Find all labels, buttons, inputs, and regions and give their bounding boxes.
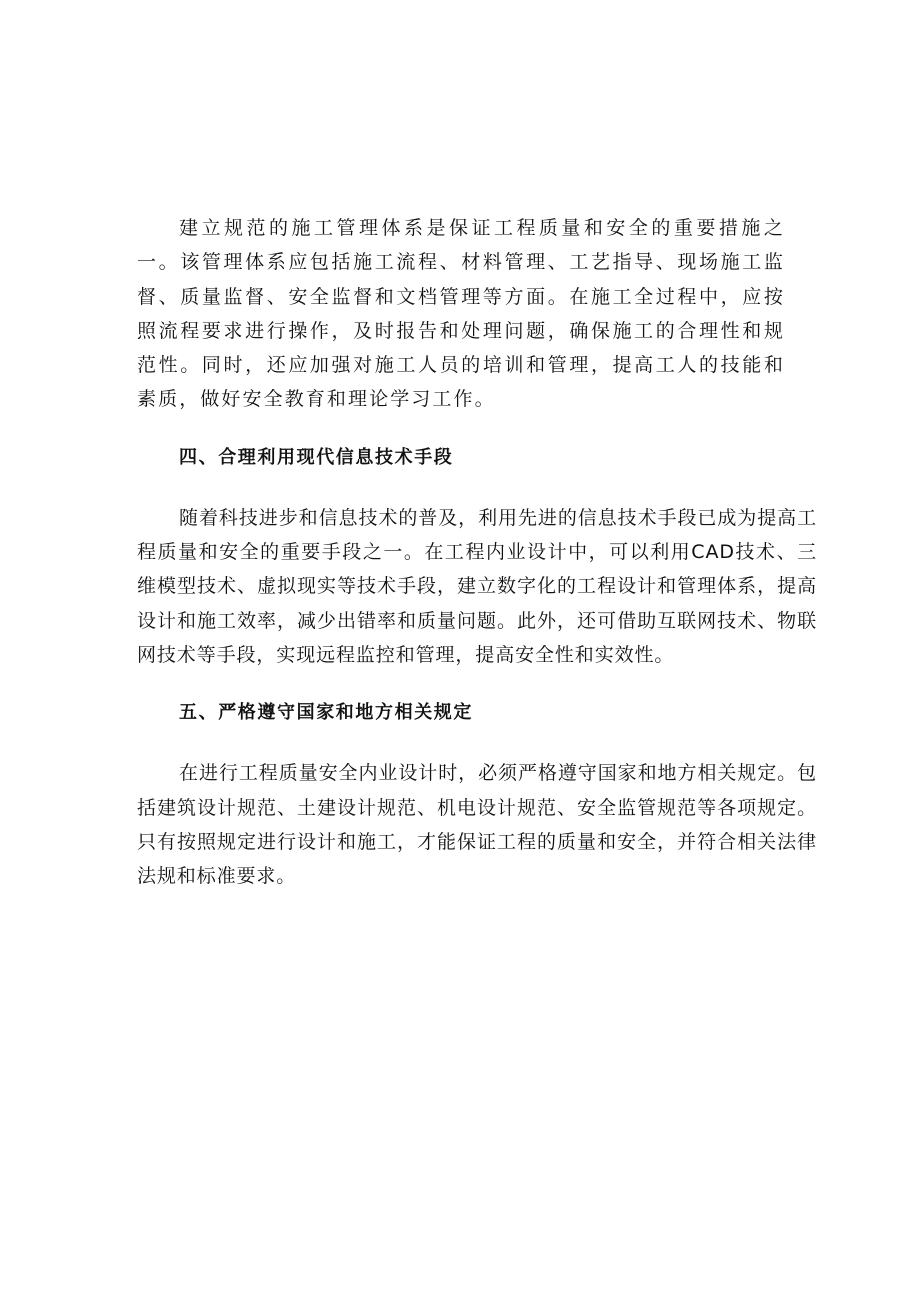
document-body bbox=[137, 211, 817, 893]
paragraph-regulations: 在进行工程质量安全内业设计时，必须严格遵守国家和地方相关规定。包括建筑设计规范、土建设计规范、机电设计规范、安全监管规范等各项规定。只有按照规定进行设计和施工，才能保证工程的质量和安全，并符合相关法律法规和标准要求。 bbox=[137, 762, 817, 888]
paragraph-management-system: 建立规范的施工管理体系是保证工程质量和安全的重要措施之一。该管理体系应包括施工流程、材料管理、工艺指导、现场施工监督、质量监督、安全监督和文档管理等方面。在施工全过程中，应按照流程要求进行操作，及时报告和处理问题，确保施工的合理性和规范性。同时，还应加强对施工人员的培训和管理，提高工人的技能和素质，做好安全教育和理论学习工作。 bbox=[137, 217, 785, 411]
paragraph-information-technology: 随着科技进步和信息技术的普及，利用先进的信息技术手段已成为提高工程质量和安全的重要手段之一。在工程内业设计中，可以利用CAD技术、三维模型技术、虚拟现实等技术手段，建立数字化的工程设计和管理体系，提高设计和施工效率，减少出错率和质量问题。此外，还可借助互联网技术、物联网技术等手段，实现远程监控和管理，提高安全性和实效性。 bbox=[137, 506, 817, 666]
section-heading-4: 四、合理利用现代信息技术手段 bbox=[179, 446, 454, 468]
section-heading-5: 五、严格遵守国家和地方相关规定 bbox=[179, 702, 473, 724]
